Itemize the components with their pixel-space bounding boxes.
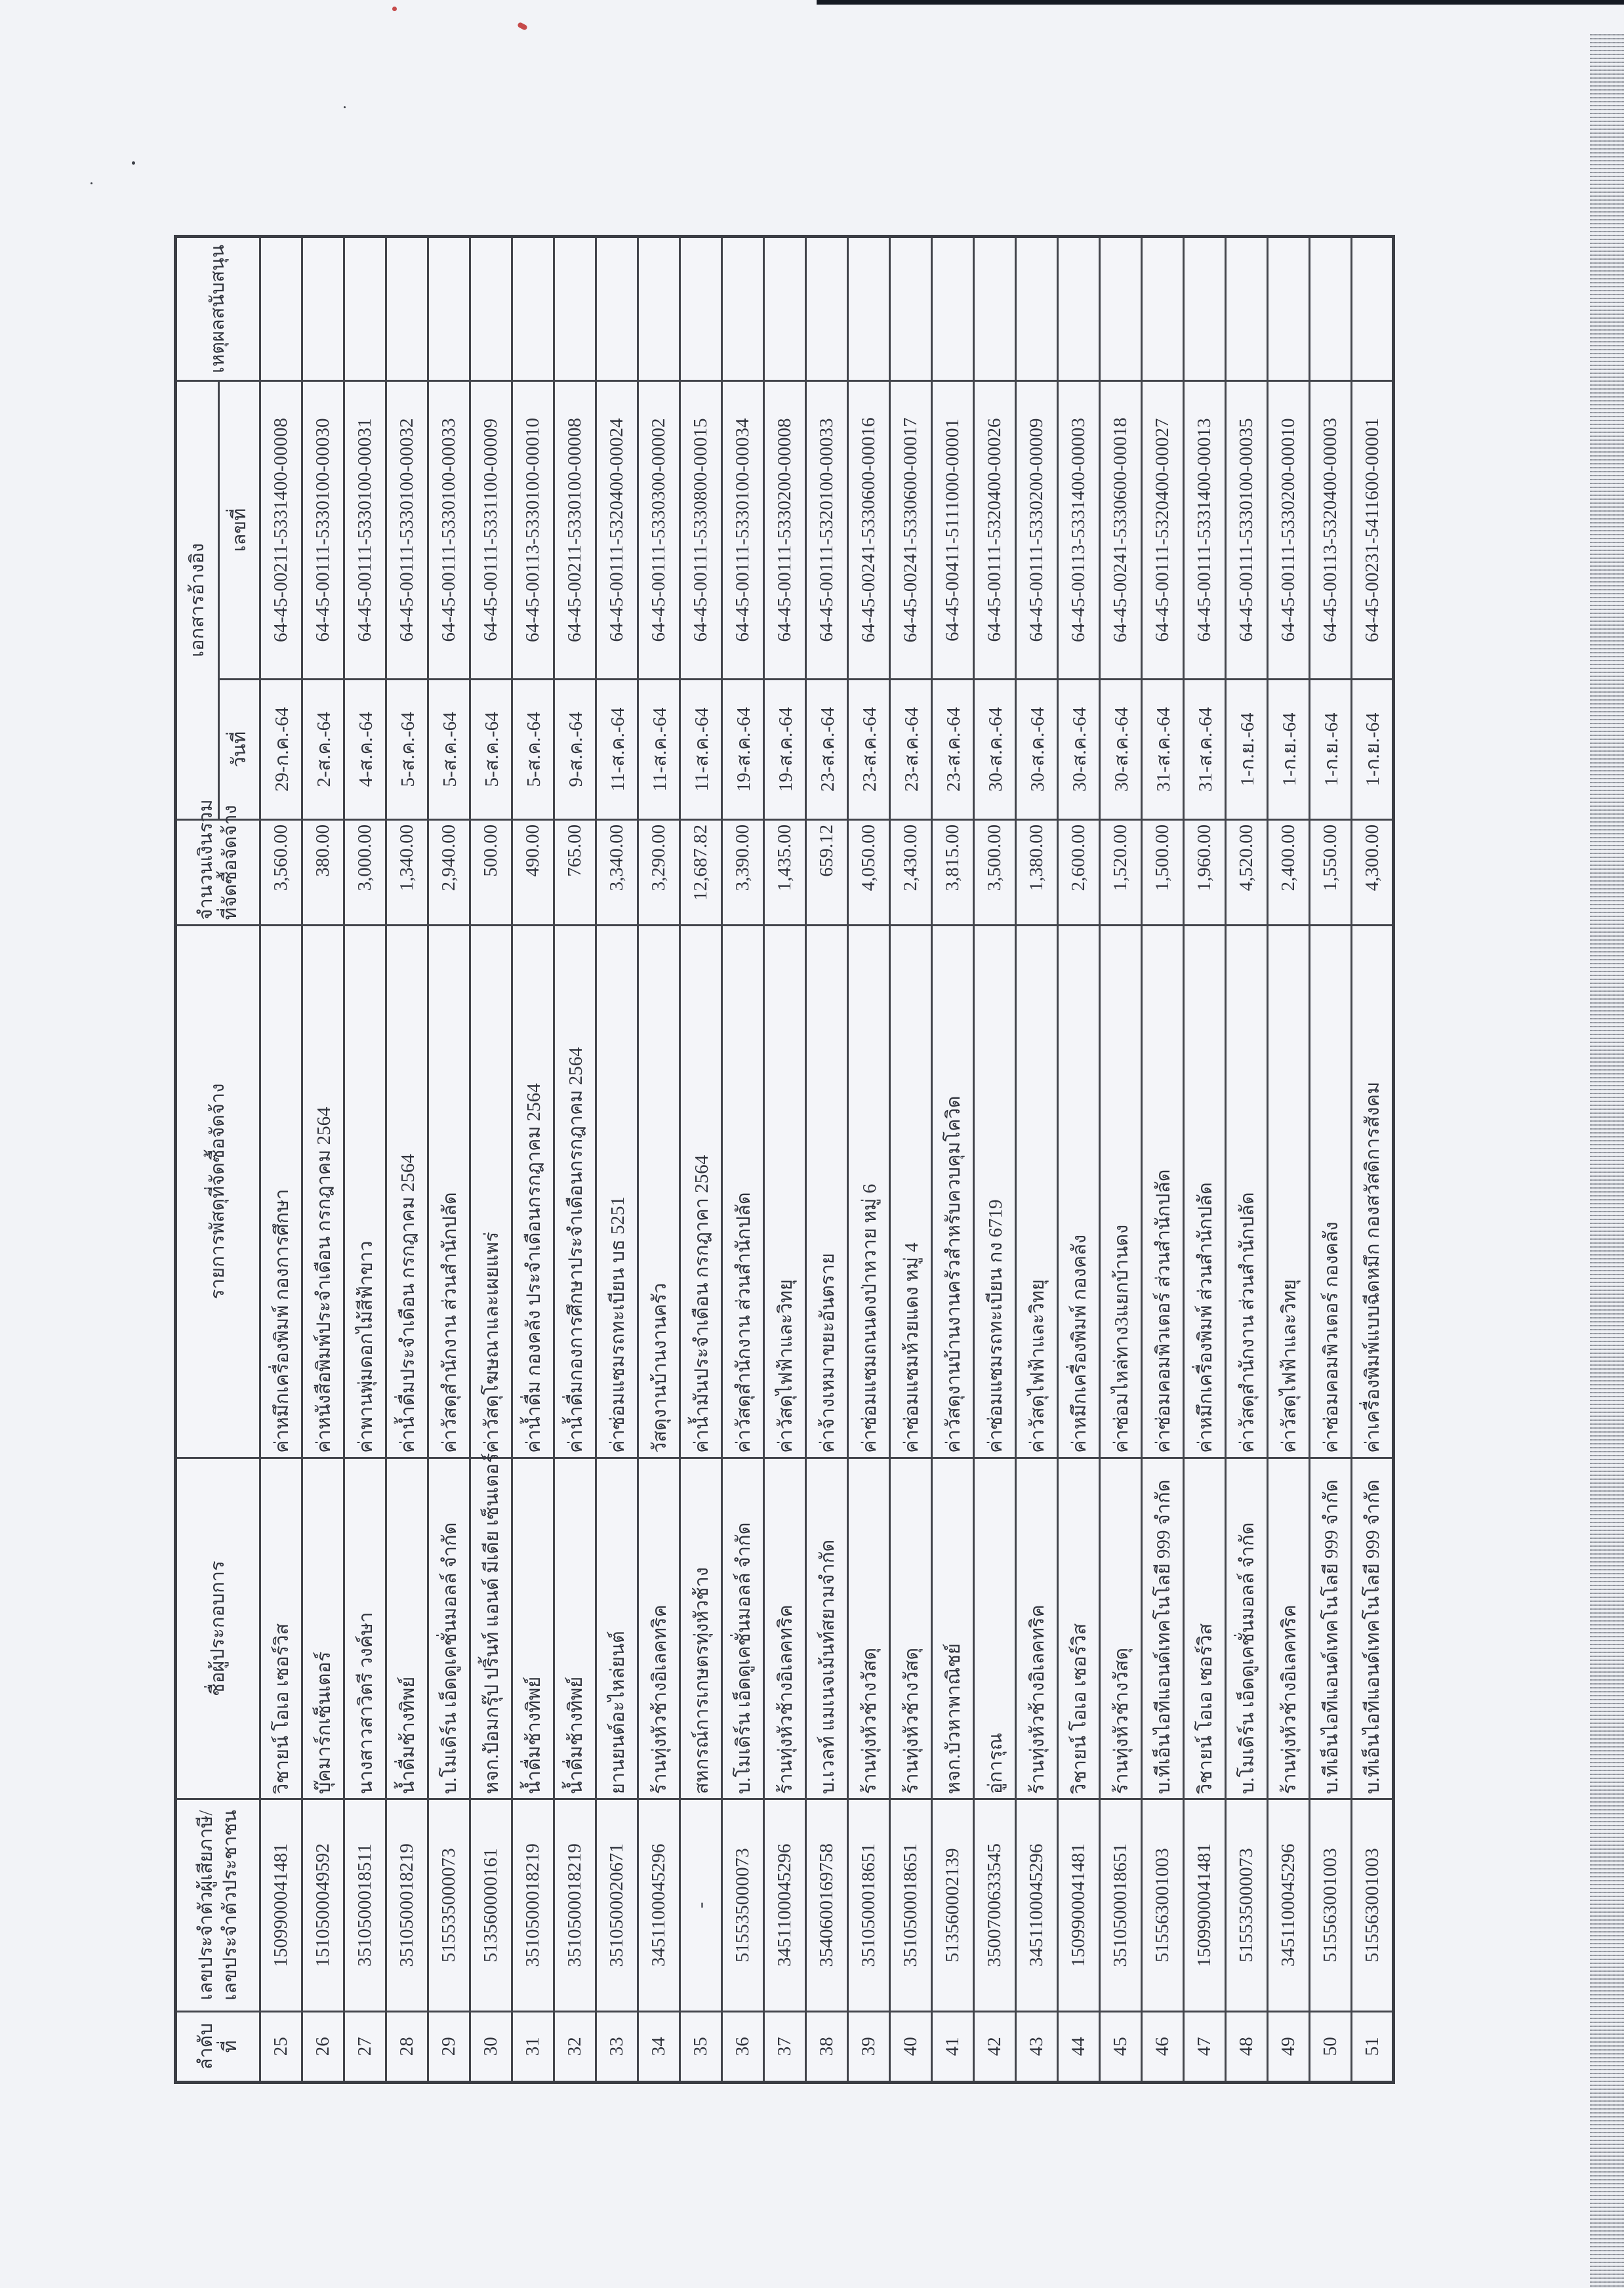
vendor-cell: น้ำดื่มช้างทิพย์ [512, 1458, 554, 1799]
seq-cell: 45 [1100, 2011, 1142, 2082]
reason-cell [806, 237, 848, 381]
item-cell: ค่าจ้างเหมาขยะอันตราย [806, 925, 848, 1458]
seq-cell: 28 [386, 2011, 428, 2082]
item-cell: ค่าซ่อมแซมรถทะเบียน บธ 5251 [596, 925, 638, 1458]
tax-id-cell: 515535000073 [428, 1799, 470, 2011]
amount-cell: 1,435.00 [764, 819, 806, 925]
vendor-cell: อู่การุณ [974, 1458, 1016, 1799]
reason-cell [596, 237, 638, 381]
reason-cell [722, 237, 764, 381]
item-cell: ค่าน้ำมันประจำเดือน กรกฎาคา 2564 [680, 925, 722, 1458]
tax-id-cell: 3510500018219 [386, 1799, 428, 2011]
red-pen-mark [517, 22, 528, 31]
amount-cell: 3,290.00 [638, 819, 680, 925]
reason-cell [302, 237, 344, 381]
ref-no-cell: 64-45-00211-5331400-00008 [260, 380, 302, 679]
paper-speck [344, 106, 346, 108]
table-row [1058, 237, 1100, 2083]
table-row [512, 237, 554, 2083]
amount-cell: 490.00 [512, 819, 554, 925]
vendor-cell: บ.ทีเอ็นไอทีแอนด์เทคโนโลยี 999 จำกัด [1352, 1458, 1394, 1799]
vendor-cell: นางสาวสาวิตรี วงค์ษา [344, 1458, 386, 1799]
date-cell: 11-ส.ค.-64 [680, 679, 722, 819]
vendor-cell: วิชายน์ โอเอ เซอร์วิส [1058, 1458, 1100, 1799]
reason-cell [1268, 237, 1310, 381]
reason-cell [848, 237, 890, 381]
vendor-cell: น้ำดื่มช้างทิพย์ [386, 1458, 428, 1799]
amount-cell: 380.00 [302, 819, 344, 925]
seq-cell: 42 [974, 2011, 1016, 2082]
table-row [1100, 237, 1142, 2083]
ref-no-cell: 64-45-00111-5330100-00032 [386, 380, 428, 679]
amount-cell: 4,520.00 [1226, 819, 1268, 925]
ref-no-cell: 64-45-00111-5330100-00034 [722, 380, 764, 679]
seq-cell: 39 [848, 2011, 890, 2082]
seq-cell: 46 [1142, 2011, 1184, 2082]
seq-cell: 41 [932, 2011, 974, 2082]
seq-cell: 40 [890, 2011, 932, 2082]
header-seq-line2: ที่ [219, 2040, 241, 2053]
header-tax-id [176, 1799, 260, 2011]
seq-cell: 38 [806, 2011, 848, 2082]
vendor-cell: วิชายน์ โอเอ เซอร์วิส [1184, 1458, 1226, 1799]
amount-cell: 1,520.00 [1100, 819, 1142, 925]
item-cell: ค่าวัสดุโฆษณาและเผยแพร่ [470, 925, 512, 1458]
item-cell: ค่าหมึกเครื่องพิมพ์ กองการศึกษา [260, 925, 302, 1458]
item-cell: ค่าเครื่องพิมพ์แบบฉีดหมึก กองสวัสดิการสังคม [1352, 925, 1394, 1458]
tax-id-cell: 3510500018651 [848, 1799, 890, 2011]
amount-cell: 3,560.00 [260, 819, 302, 925]
seq-cell: 48 [1226, 2011, 1268, 2082]
reason-cell [1058, 237, 1100, 381]
item-cell: ค่าพานพุ่มดอกไม้สีฟ้าขาว [344, 925, 386, 1458]
seq-cell: 30 [470, 2011, 512, 2082]
header-amount-line2: ที่จัดซื้อจัดจ้าง [219, 805, 241, 920]
amount-cell: 12,687.82 [680, 819, 722, 925]
scanner-edge-right [1590, 34, 1624, 2288]
table-row [638, 237, 680, 2083]
tax-id-cell: 515563001003 [1352, 1799, 1394, 2011]
table-row [974, 237, 1016, 2083]
reason-cell [890, 237, 932, 381]
tax-id-cell: 513560002139 [932, 1799, 974, 2011]
item-cell: ค่าหมึกเครื่องพิมพ์ กองคลัง [1058, 925, 1100, 1458]
reason-cell [344, 237, 386, 381]
seq-cell: 26 [302, 2011, 344, 2082]
seq-cell: 49 [1268, 2011, 1310, 2082]
date-cell: 11-ส.ค.-64 [638, 679, 680, 819]
date-cell: 19-ส.ค.-64 [764, 679, 806, 819]
item-cell: ค่าวัสดุสำนักงาน ส่วนสำนักปลัด [428, 925, 470, 1458]
paper-speck [132, 161, 135, 165]
item-cell: วัสดุงานบ้านงานครัว [638, 925, 680, 1458]
seq-cell: 51 [1352, 2011, 1394, 2082]
paper-speck [91, 182, 92, 184]
table-row [1226, 237, 1268, 2083]
table-row [1310, 237, 1352, 2083]
header-item: รายการพัสดุที่จัดซื้อจัดจ้าง [176, 925, 260, 1458]
table-row [1184, 237, 1226, 2083]
item-cell: ค่าน้ำดื่ม กองคลัง ประจำเดือนกรกฎาคม 2564 [512, 925, 554, 1458]
date-cell: 1-ก.ย.-64 [1226, 679, 1268, 819]
table-row [1268, 237, 1310, 2083]
table-row [764, 237, 806, 2083]
reason-cell [1100, 237, 1142, 381]
ref-no-cell: 64-45-00111-5330200-00009 [1016, 380, 1058, 679]
date-cell: 23-ส.ค.-64 [806, 679, 848, 819]
tax-id-cell: 3510500018219 [554, 1799, 596, 2011]
vendor-cell: ร้านทุ่งหัวช้างอิเลคทริค [1268, 1458, 1310, 1799]
tax-id-cell: 1510500049592 [302, 1799, 344, 2011]
item-cell: ค่าหนังสือพิมพ์ประจำเดือน กรกฎาคม 2564 [302, 925, 344, 1458]
ref-no-cell: 64-45-00111-5330100-00035 [1226, 380, 1268, 679]
amount-cell: 2,600.00 [1058, 819, 1100, 925]
ref-no-cell: 64-45-00111-5330200-00010 [1268, 380, 1310, 679]
ref-no-cell: 64-45-00111-5320100-00033 [806, 380, 848, 679]
tax-id-cell: 513560000161 [470, 1799, 512, 2011]
amount-cell: 3,390.00 [722, 819, 764, 925]
date-cell: 1-ก.ย.-64 [1352, 679, 1394, 819]
date-cell: 30-ส.ค.-64 [974, 679, 1016, 819]
amount-cell: 3,815.00 [932, 819, 974, 925]
header-seq-line1: ลำดับ [195, 2023, 217, 2070]
tax-id-cell: 515563001003 [1310, 1799, 1352, 2011]
ref-no-cell: 64-45-00111-5330100-00031 [344, 380, 386, 679]
amount-cell: 659.12 [806, 819, 848, 925]
table-row [344, 237, 386, 2083]
procurement-table [174, 235, 1395, 2084]
amount-cell: 500.00 [470, 819, 512, 925]
reason-cell [554, 237, 596, 381]
seq-cell: 25 [260, 2011, 302, 2082]
seq-cell: 27 [344, 2011, 386, 2082]
vendor-cell: บ.โมเดิร์น เอ็ดดูเคชั่นมอลล์ จำกัด [428, 1458, 470, 1799]
rotation-layer [174, 235, 1399, 2084]
vendor-cell: หจก.บัวหาพาณิชย์ [932, 1458, 974, 1799]
reason-cell [932, 237, 974, 381]
date-cell: 5-ส.ค.-64 [428, 679, 470, 819]
amount-cell: 1,960.00 [1184, 819, 1226, 925]
amount-cell: 1,550.00 [1310, 819, 1352, 925]
reason-cell [1016, 237, 1058, 381]
table-row [554, 237, 596, 2083]
vendor-cell: น้ำดื่มช้างทิพย์ [554, 1458, 596, 1799]
vendor-cell: สหกรณ์การเกษตรทุ่งหัวช้าง [680, 1458, 722, 1799]
tax-id-cell: 3451100045296 [1016, 1799, 1058, 2011]
date-cell: 23-ส.ค.-64 [848, 679, 890, 819]
date-cell: 1-ก.ย.-64 [1268, 679, 1310, 819]
item-cell: ค่าวัสดุงานบ้านงานครัวสำหรับควบคุมโควิด [932, 925, 974, 1458]
header-tax-id-line1: เลขประจำตัวผู้เสียภาษี/ [195, 1810, 217, 2001]
table-header [176, 237, 260, 2083]
tax-id-cell: 515535000073 [722, 1799, 764, 2011]
seq-cell: 36 [722, 2011, 764, 2082]
item-cell: ค่าวัสดุไฟฟ้าและวิทยุ [1268, 925, 1310, 1458]
table-row [302, 237, 344, 2083]
seq-cell: 33 [596, 2011, 638, 2082]
seq-cell: 35 [680, 2011, 722, 2082]
table-row [1352, 237, 1394, 2083]
tax-id-cell: 3510500018651 [890, 1799, 932, 2011]
vendor-cell: บุ๊คมาร์กเซ็นเตอร์ [302, 1458, 344, 1799]
seq-cell: 50 [1310, 2011, 1352, 2082]
vendor-cell: ยานยนต์อะไหล่ยนต์ [596, 1458, 638, 1799]
vendor-cell: บ.ทีเอ็นไอทีแอนด์เทคโนโลยี 999 จำกัด [1142, 1458, 1184, 1799]
rotated-table-container [174, 235, 1399, 2084]
tax-id-cell: 3510500018511 [344, 1799, 386, 2011]
tax-id-cell: 1509900041481 [260, 1799, 302, 2011]
vendor-cell: หจก.ป้อมกรุ๊ป ปริ้นท์ แอนด์ มีเดีย เซ็นเตอร์ [470, 1458, 512, 1799]
vendor-cell: บ.โมเดิร์น เอ็ดดูเคชั่นมอลล์ จำกัด [722, 1458, 764, 1799]
date-cell: 19-ส.ค.-64 [722, 679, 764, 819]
ref-no-cell: 64-45-00241-5330600-00018 [1100, 380, 1142, 679]
reason-cell [1226, 237, 1268, 381]
header-ref-no: เลขที่ [219, 380, 260, 679]
seq-cell: 29 [428, 2011, 470, 2082]
ref-no-cell: 64-45-00111-5330300-00002 [638, 380, 680, 679]
date-cell: 5-ส.ค.-64 [386, 679, 428, 819]
item-cell: ค่าวัสดุไฟฟ้าและวิทยุ [1016, 925, 1058, 1458]
vendor-cell: ร้านทุ่งหัวช้างอิเลคทริค [638, 1458, 680, 1799]
date-cell: 2-ส.ค.-64 [302, 679, 344, 819]
table-row [722, 237, 764, 2083]
vendor-cell: บ.โมเดิร์น เอ็ดดูเคชั่นมอลล์ จำกัด [1226, 1458, 1268, 1799]
seq-cell: 37 [764, 2011, 806, 2082]
item-cell: ค่าหมึกเครื่องพิมพ์ ส่วนสำนักปลัด [1184, 925, 1226, 1458]
header-tax-id-line2: เลขประจำตัวประชาชน [219, 1810, 241, 2001]
reason-cell [260, 237, 302, 381]
amount-cell: 2,430.00 [890, 819, 932, 925]
date-cell: 5-ส.ค.-64 [470, 679, 512, 819]
tax-id-cell: 3451100045296 [1268, 1799, 1310, 2011]
tax-id-cell: 1509900041481 [1184, 1799, 1226, 2011]
amount-cell: 2,400.00 [1268, 819, 1310, 925]
tax-id-cell: 515535000073 [1226, 1799, 1268, 2011]
table-row [890, 237, 932, 2083]
table-row [1142, 237, 1184, 2083]
vendor-cell: ร้านทุ่งหัวช้างอิเลคทริค [1016, 1458, 1058, 1799]
vendor-cell: ร้านทุ่งหัวช้างวัสดุ [890, 1458, 932, 1799]
ref-no-cell: 64-45-00211-5330100-00008 [554, 380, 596, 679]
reason-cell [764, 237, 806, 381]
item-cell: ค่าซ่อมแซมถนนดงป่าหวาย หมู่ 6 [848, 925, 890, 1458]
vendor-cell: บ.ทีเอ็นไอทีแอนด์เทคโนโลยี 999 จำกัด [1310, 1458, 1352, 1799]
table-row [680, 237, 722, 2083]
header-seq [176, 2011, 260, 2082]
date-cell: 9-ส.ค.-64 [554, 679, 596, 819]
ref-no-cell: 64-45-00241-5330600-00016 [848, 380, 890, 679]
table-row [806, 237, 848, 2083]
seq-cell: 44 [1058, 2011, 1100, 2082]
ref-no-cell: 64-45-00111-5330100-00030 [302, 380, 344, 679]
tax-id-cell: 3500700633545 [974, 1799, 1016, 2011]
seq-cell: 43 [1016, 2011, 1058, 2082]
reason-cell [512, 237, 554, 381]
header-ref-date: วันที่ [219, 679, 260, 819]
amount-cell: 2,940.00 [428, 819, 470, 925]
reason-cell [1310, 237, 1352, 381]
ref-no-cell: 64-45-00111-5331400-00013 [1184, 380, 1226, 679]
ref-no-cell: 64-45-00113-5331400-00003 [1058, 380, 1100, 679]
amount-cell: 1,380.00 [1016, 819, 1058, 925]
tax-id-cell: 3451100045296 [764, 1799, 806, 2011]
header-amount-line1: จำนวนเงินรวม [195, 799, 217, 920]
ref-no-cell: 64-45-00111-5320400-00026 [974, 380, 1016, 679]
header-amount [176, 799, 260, 925]
table-row [848, 237, 890, 2083]
tax-id-cell: - [680, 1799, 722, 2011]
item-cell: ค่าวัสดุสำนักงาน ส่วนสำนักปลัด [722, 925, 764, 1458]
item-cell: ค่าซ่อมแซมรถทะเบียน กง 6719 [974, 925, 1016, 1458]
item-cell: ค่าซ่อมคอมพิวเตอร์ ส่วนสำนักปลัด [1142, 925, 1184, 1458]
item-cell: ค่าน้ำดื่มกองการศึกษาประจำเดือนกรกฎาคม 2564 [554, 925, 596, 1458]
table-row [1016, 237, 1058, 2083]
item-cell: ค่าซ่อมคอมพิวเตอร์ กองคลัง [1310, 925, 1352, 1458]
ref-no-cell: 64-45-00113-5320400-00003 [1310, 380, 1352, 679]
ref-no-cell: 64-45-00231-5411600-00001 [1352, 380, 1394, 679]
date-cell: 1-ก.ย.-64 [1310, 679, 1352, 819]
ref-no-cell: 64-45-00111-5330200-00008 [764, 380, 806, 679]
tax-id-cell: 3540600169758 [806, 1799, 848, 2011]
tax-id-cell: 3510500018219 [512, 1799, 554, 2011]
tax-id-cell: 1509900041481 [1058, 1799, 1100, 2011]
reason-cell [470, 237, 512, 381]
date-cell: 23-ส.ค.-64 [932, 679, 974, 819]
reason-cell [974, 237, 1016, 381]
ref-no-cell: 64-45-00113-5330100-00010 [512, 380, 554, 679]
scanner-edge-top [817, 0, 1624, 5]
table-row [596, 237, 638, 2083]
date-cell: 30-ส.ค.-64 [1016, 679, 1058, 819]
ref-no-cell: 64-45-00111-5331100-00009 [470, 380, 512, 679]
reason-cell [1142, 237, 1184, 381]
tax-id-cell: 3510500018651 [1100, 1799, 1142, 2011]
vendor-cell: ร้านทุ่งหัวช้างวัสดุ [848, 1458, 890, 1799]
vendor-cell: ร้านทุ่งหัวช้างอิเลคทริค [764, 1458, 806, 1799]
table-row [932, 237, 974, 2083]
date-cell: 4-ส.ค.-64 [344, 679, 386, 819]
reason-cell [386, 237, 428, 381]
amount-cell: 4,300.00 [1352, 819, 1394, 925]
table-row [386, 237, 428, 2083]
tax-id-cell: 515563001003 [1142, 1799, 1184, 2011]
tax-id-cell: 3451100045296 [638, 1799, 680, 2011]
red-pen-dot [392, 7, 397, 11]
ref-no-cell: 64-45-00111-5320400-00027 [1142, 380, 1184, 679]
header-refdoc: เอกสารอ้างอิง [176, 380, 219, 819]
date-cell: 29-ก.ค.-64 [260, 679, 302, 819]
table-row [260, 237, 302, 2083]
date-cell: 30-ส.ค.-64 [1100, 679, 1142, 819]
item-cell: ค่าซ่อมแซมห้วยแดง หมู่ 4 [890, 925, 932, 1458]
date-cell: 11-ส.ค.-64 [596, 679, 638, 819]
date-cell: 5-ส.ค.-64 [512, 679, 554, 819]
seq-cell: 32 [554, 2011, 596, 2082]
reason-cell [428, 237, 470, 381]
item-cell: ค่าวัสดุสำนักงาน ส่วนสำนักปลัด [1226, 925, 1268, 1458]
seq-cell: 31 [512, 2011, 554, 2082]
date-cell: 30-ส.ค.-64 [1058, 679, 1100, 819]
item-cell: ค่าซ่อมไหล่ทาง3แยกบ้านดง [1100, 925, 1142, 1458]
ref-no-cell: 64-45-00111-5330100-00033 [428, 380, 470, 679]
vendor-cell: บ.เวลท์ แมเนจเม้นท์สยามจำกัด [806, 1458, 848, 1799]
item-cell: ค่าวัสดุไฟฟ้าและวิทยุ [764, 925, 806, 1458]
vendor-cell: วิชายน์ โอเอ เซอร์วิส [260, 1458, 302, 1799]
table-row [470, 237, 512, 2083]
reason-cell [680, 237, 722, 381]
vendor-cell: ร้านทุ่งหัวช้างวัสดุ [1100, 1458, 1142, 1799]
amount-cell: 765.00 [554, 819, 596, 925]
date-cell: 31-ส.ค.-64 [1184, 679, 1226, 819]
header-vendor: ชื่อผู้ประกอบการ [176, 1458, 260, 1799]
seq-cell: 34 [638, 2011, 680, 2082]
item-cell: ค่าน้ำดื่มประจำเดือน กรกฎาคม 2564 [386, 925, 428, 1458]
table-row [428, 237, 470, 2083]
date-cell: 31-ส.ค.-64 [1142, 679, 1184, 819]
header-reason: เหตุผลสนับสนุน [176, 237, 260, 381]
amount-cell: 1,500.00 [1142, 819, 1184, 925]
reason-cell [1184, 237, 1226, 381]
seq-cell: 47 [1184, 2011, 1226, 2082]
reason-cell [1352, 237, 1394, 381]
amount-cell: 3,000.00 [344, 819, 386, 925]
ref-no-cell: 64-45-00411-5111000-00001 [932, 380, 974, 679]
ref-no-cell: 64-45-00111-5330800-00015 [680, 380, 722, 679]
ref-no-cell: 64-45-00111-5320400-00024 [596, 380, 638, 679]
amount-cell: 3,500.00 [974, 819, 1016, 925]
table-body [260, 237, 1394, 2083]
amount-cell: 3,340.00 [596, 819, 638, 925]
date-cell: 23-ส.ค.-64 [890, 679, 932, 819]
ref-no-cell: 64-45-00241-5330600-00017 [890, 380, 932, 679]
reason-cell [638, 237, 680, 381]
amount-cell: 1,340.00 [386, 819, 428, 925]
tax-id-cell: 3510500020671 [596, 1799, 638, 2011]
amount-cell: 4,050.00 [848, 819, 890, 925]
